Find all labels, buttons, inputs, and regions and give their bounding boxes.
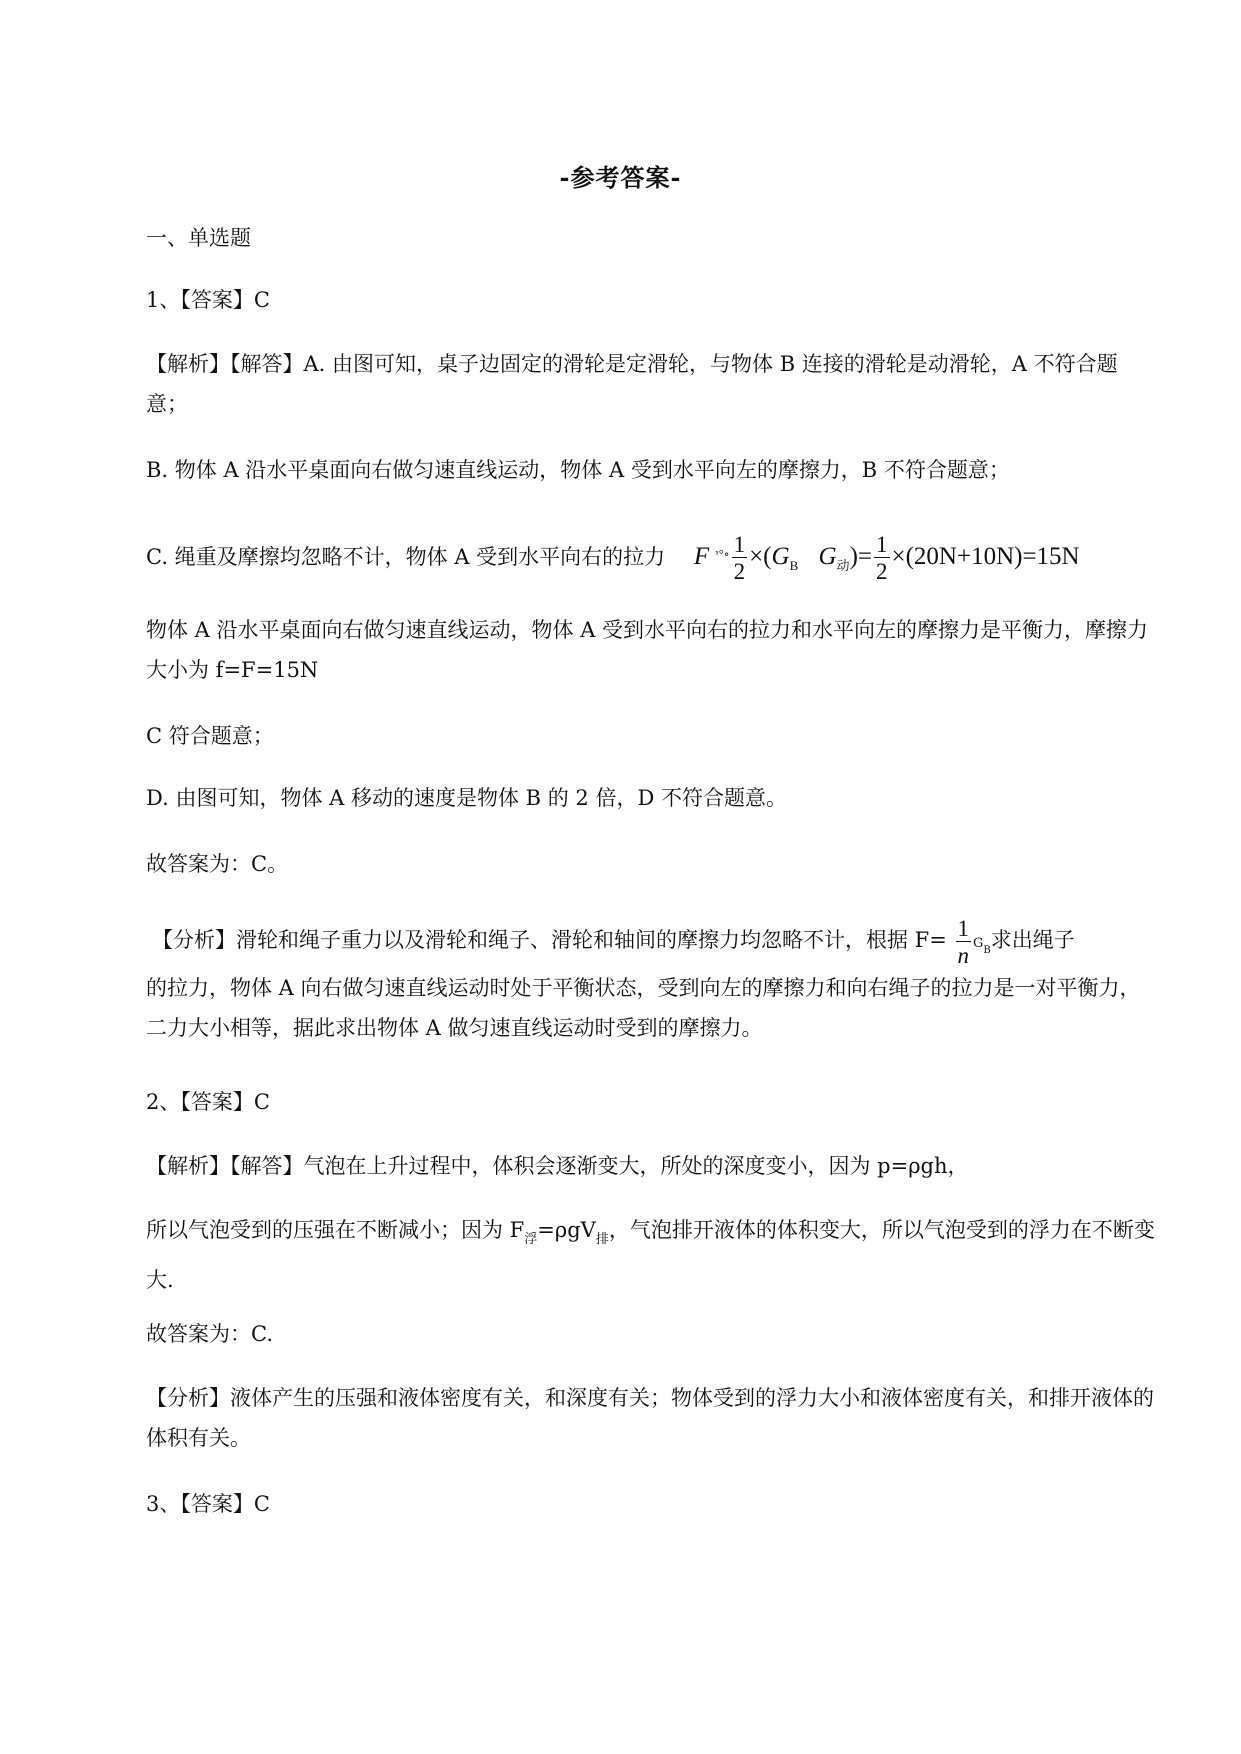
q1-c-ok: C 符合题意； <box>146 724 274 748</box>
formula-gb: G <box>771 543 790 570</box>
fraction-1-over-n: $\frac{1}{n}$ <box>957 915 970 968</box>
q1-answer: 1、【答案】C <box>146 288 270 312</box>
formula-g-dong: G <box>818 543 837 570</box>
q1-option-c <box>146 524 1156 596</box>
formula-f: F <box>693 543 710 570</box>
q1-option-c-text: C. 绳重及摩擦均忽略不计，物体 A 受到水平向右的拉力 <box>146 545 666 569</box>
q1-fenxi-line1: 【分析】滑轮和绳子重力以及滑轮和绳子、滑轮和轴间的摩擦力均忽略不计，根据 F= $\frac{1}{n}$ $G_B$求出绳子 <box>152 915 1075 968</box>
fraction-half-2: $\frac{1}{2}$ <box>876 532 888 585</box>
q1-option-d: D. 由图可知，物体 A 移动的速度是物体 B 的 2 倍，D 不符合题意。 <box>146 786 787 810</box>
q2-analysis: 【解析】【解答】气泡在上升过程中，体积会逐渐变大，所处的深度变小，因为 p=ρgh， <box>146 1154 969 1178</box>
q1-formula: F $^{ˣ^\circ\circ}$ $\frac{1}{2}$ $\times(G_B$ $G_动)=$ $\frac{1}{2}$ ×(20N+10N)=15N <box>693 532 1080 585</box>
q2-answer: 2、【答案】C <box>146 1090 270 1114</box>
fenxi-g: G <box>973 936 984 951</box>
fraction-half-1: $\frac{1}{2}$ <box>733 532 746 585</box>
q1-conclusion: 故答案为：C。 <box>146 852 289 876</box>
formula-garble: ˣ°∘ <box>715 547 730 561</box>
q2-fenxi: 【分析】液体产生的压强和液体密度有关，和深度有关；物体受到的浮力大小和液体密度有关，和排开液体的体积有关。 <box>146 1386 1154 1450</box>
q2-conclusion: 故答案为：C. <box>146 1322 273 1346</box>
q3-answer: 3、【答案】C <box>146 1492 270 1516</box>
formula-equals: )= <box>849 543 872 570</box>
page-title: -参考答案- <box>559 163 682 192</box>
fenxi-pre: 【分析】滑轮和绳子重力以及滑轮和绳子、滑轮和轴间的摩擦力均忽略不计，根据 F= <box>152 928 947 952</box>
formula-result: ×(20N+10N)=15N <box>891 543 1080 570</box>
fenxi-post: 求出绳子 <box>990 928 1075 952</box>
q1-fenxi-rest: 的拉力，物体 A 向右做匀速直线运动时处于平衡状态，受到向左的摩擦力和向右绳子的拉力是一对平衡力，二力大小相等，据此求出物体 A 做匀速直线运动时受到的摩擦力。 <box>146 976 1141 1040</box>
formula-times: ×( <box>749 543 772 570</box>
section-heading: 一、单选题 <box>146 226 251 250</box>
q2-line2: 所以气泡受到的压强在不断减小；因为 $F_浮=\rho gV_排$，气泡排开液体的体积变大，所以气泡受到的浮力在不断变大. <box>146 1218 1155 1292</box>
q1-balance: 物体 A 沿水平桌面向右做匀速直线运动，物体 A 受到水平向右的拉力和水平向左的摩擦力是平衡力，摩擦力大小为 f=F=15N <box>146 618 1149 682</box>
q1-analysis-a: 【解析】【解答】A. 由图可知，桌子边固定的滑轮是定滑轮，与物体 B 连接的滑轮是动滑轮，A 不符合题意； <box>146 352 1118 416</box>
q1-option-b: B. 物体 A 沿水平桌面向右做匀速直线运动，物体 A 受到水平向左的摩擦力，B 不符合题意； <box>146 458 1010 482</box>
